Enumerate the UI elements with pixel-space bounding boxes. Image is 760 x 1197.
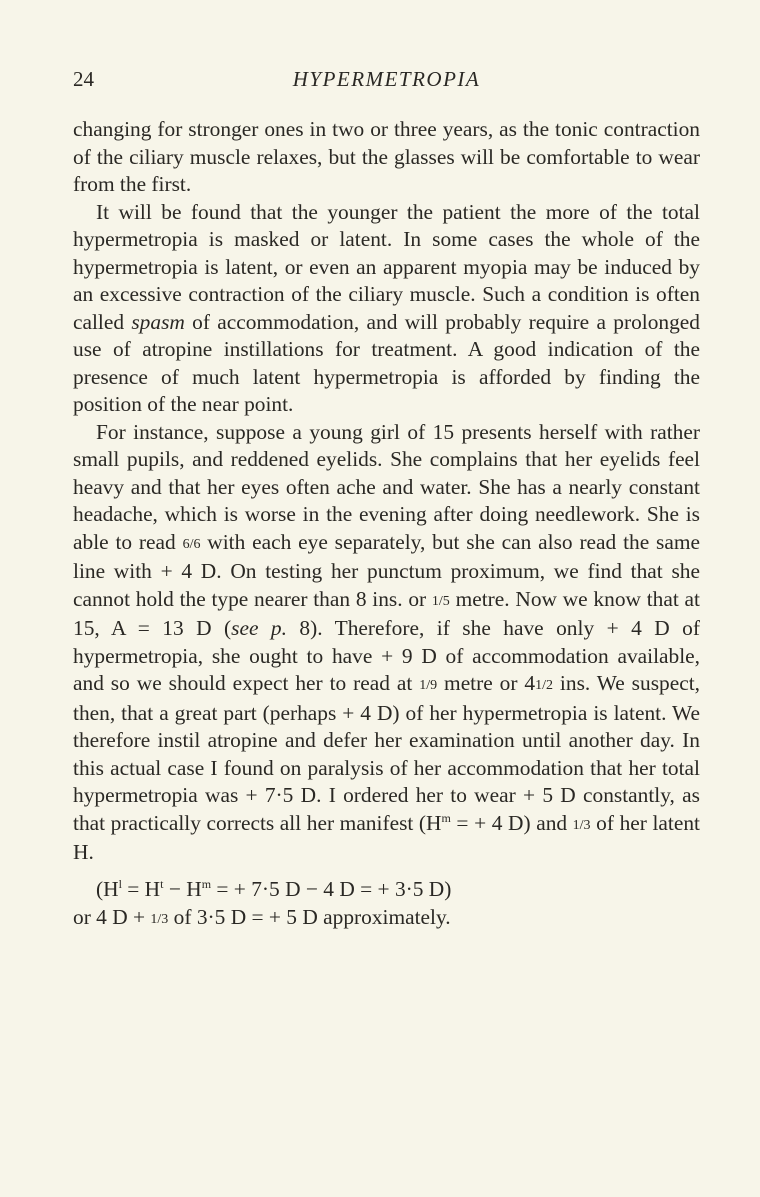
formula-line-2: or 4 D + 1/3 of 3·5 D = + 5 D approximately. [73, 905, 451, 929]
running-head: HYPERMETROPIA [292, 67, 481, 91]
paragraph-2: It will be found that the younger the patient the more of the total hypermetropia is masked or latent. In some cases the whole of the hypermetropia is latent, or even an apparent myopia may be induced by an excessive contraction of the ciliary muscle. Such a condition is often called spasm of accommodation, and will probably require a prolonged use of atropine instillations for treatment. A good indication of the presence of much latent hypermetropia is afforded by finding the position of the near point. [73, 199, 700, 416]
superscript: m [441, 810, 451, 825]
fraction: 1/3 [572, 817, 591, 833]
page-number: 24 [73, 67, 94, 91]
paragraph-1: changing for stronger ones in two or three years, as the tonic contraction of the ciliary muscle relaxes, but the glasses will be comfortable to wear from the first. [73, 117, 700, 196]
fraction: 1/3 [150, 912, 169, 927]
fraction: 6/6 [182, 536, 201, 552]
emphasis-spasm: spasm [131, 309, 185, 334]
paragraph-3: For instance, suppose a young girl of 15 presents herself with rather small pupils, and reddened eyelids. She complains that her eyelids feel heavy and that her eyes often ache and water. She has a nearly constant headache, which is worse in the evening after doing needlework. She is able to read 6/6 with each eye separately, but she can also read the same line with + 4 D. On testing her punctum proximum, we find that she cannot hold the type nearer than 8 ins. or 1/5 metre. Now we know that at 15, A = 13 D (see p. 8). Therefore, if she have only + 4 D of hypermetropia, she ought to have + 9 D of accommodation available, and so we should expect her to read at 1/9 metre or 41/2 ins. We suspect, then, that a great part (perhaps + 4 D) of her hypermetropia is latent. We therefore instil atropine and defer her examination until another day. In this actual case I found on paralysis of her accommodation that her total hypermetropia was + 7·5 D. I ordered her to wear + 5 D constantly, as that practically corrects all her manifest ($H^m$ = + 4 D) and 1/3 of her latent H. [73, 419, 700, 864]
fraction: 1/5 [431, 593, 450, 609]
fraction: 1/2 [535, 678, 553, 693]
fraction: 1/9 [419, 678, 438, 693]
formula-line-1: ($H^l = H^t - H^m$ = + 7·5 D − 4 D = + 3·5 D) [96, 876, 452, 901]
body-text [73, 116, 700, 934]
emphasis-see-p: see p. [231, 616, 287, 640]
page-header [73, 67, 700, 97]
